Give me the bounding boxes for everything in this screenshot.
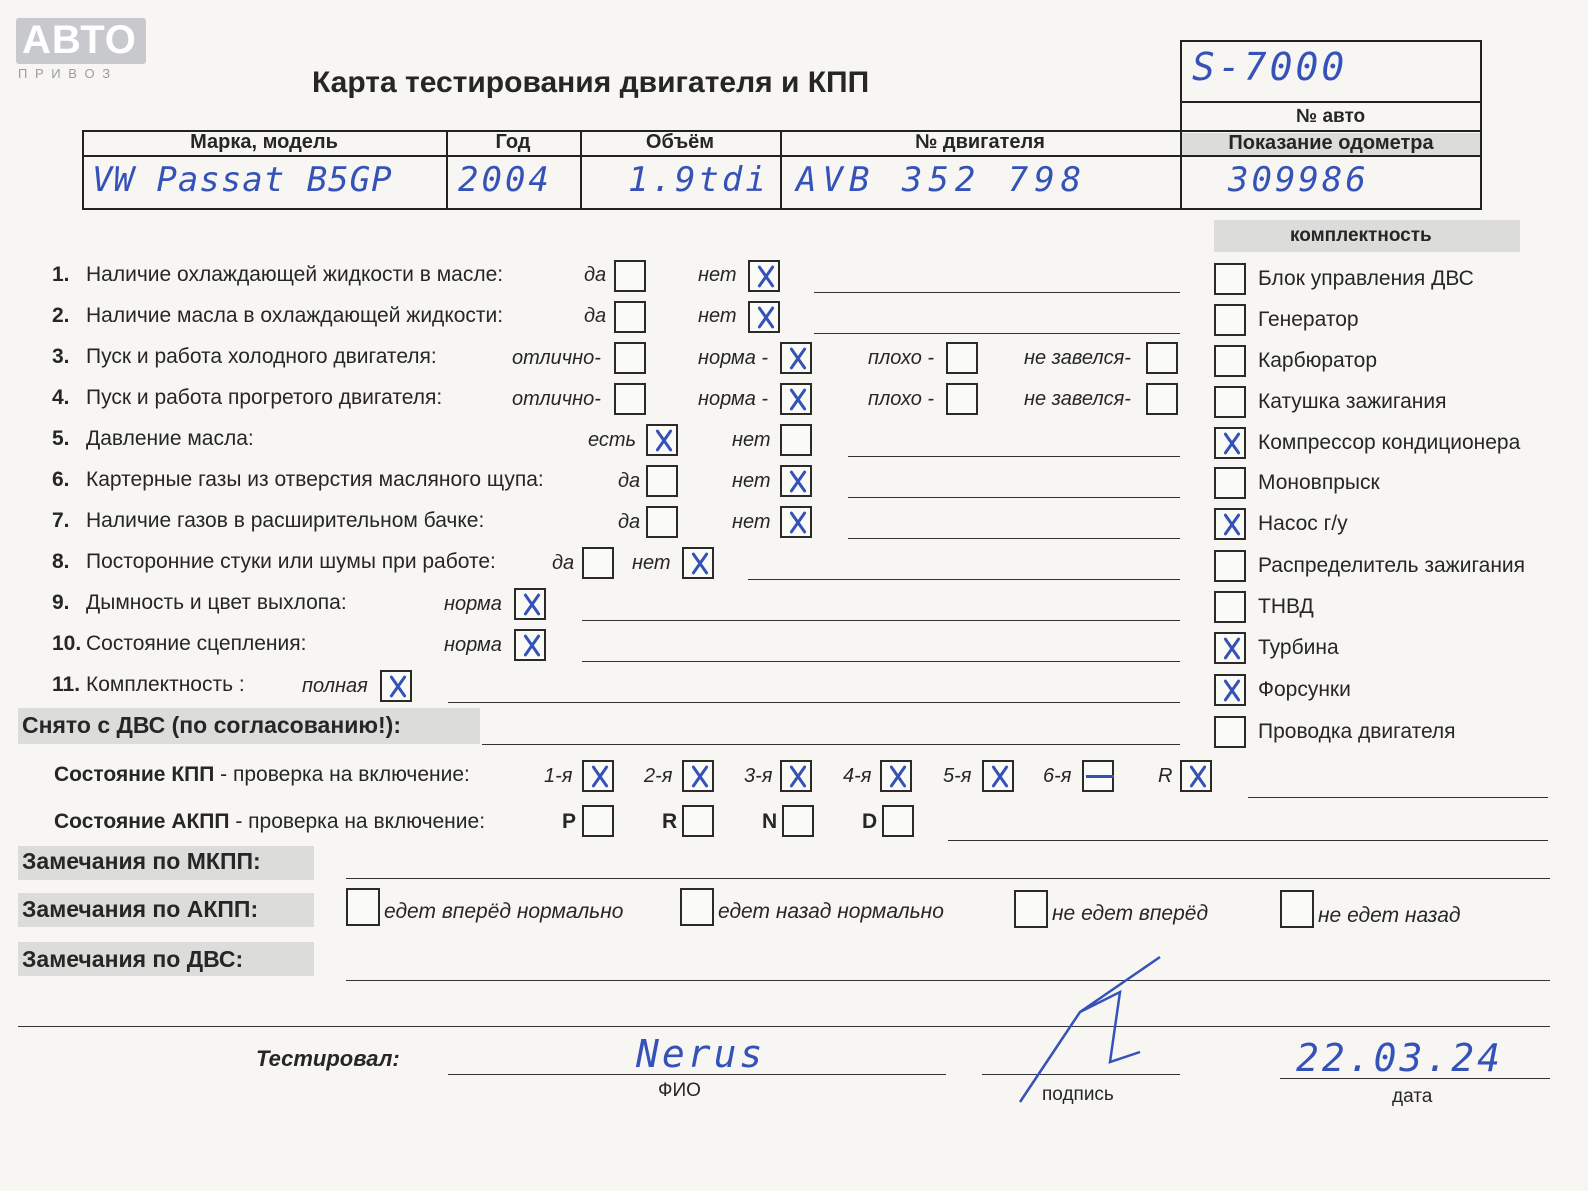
tester-name: Nerus xyxy=(636,1032,766,1076)
auto-number-value: S-7000 xyxy=(1192,45,1348,89)
kit-title: комплектность xyxy=(1290,225,1432,246)
check-10-label: Состояние сцепления: xyxy=(86,632,307,655)
check-2-yes-box[interactable] xyxy=(614,301,646,333)
mkpp-label: Состояние КПП - проверка на включение: xyxy=(54,763,470,786)
check-5-no-box[interactable] xyxy=(780,424,812,456)
kit-checkbox[interactable] xyxy=(1214,716,1246,748)
akpp-gear-label: P xyxy=(562,810,577,833)
akpp-no-forward-box[interactable] xyxy=(1014,890,1048,928)
akpp-no-backward-label: не едет назад xyxy=(1318,904,1461,927)
kit-item-label: Катушка зажигания xyxy=(1258,390,1447,413)
check-7-label: Наличие газов в расширительном бачке: xyxy=(86,509,485,532)
mkpp-gear-label: R xyxy=(1158,765,1173,787)
check-5-yes-box[interactable] xyxy=(646,424,678,456)
kit-checkbox[interactable] xyxy=(1214,304,1246,336)
mkpp-gear-label: 5-я xyxy=(943,765,972,787)
check-8-no-box[interactable] xyxy=(682,547,714,579)
kit-item-label: Насос г/у xyxy=(1258,512,1348,535)
mkpp-gear-label: 2-я xyxy=(644,765,673,787)
akpp-gear-box[interactable] xyxy=(782,805,814,837)
akpp-backward-ok-label: едет назад нормально xyxy=(718,900,944,923)
remarks-mkpp-label: Замечания по МКПП: xyxy=(22,848,261,874)
mkpp-gear-label: 4-я xyxy=(843,765,872,787)
brand-model-label: Марка, модель xyxy=(190,131,338,153)
mkpp-gear-box[interactable] xyxy=(582,760,614,792)
check-9-label: Дымность и цвет выхлопа: xyxy=(86,591,347,614)
kit-checkbox[interactable] xyxy=(1214,427,1246,459)
kit-item-label: ТНВД xyxy=(1258,595,1314,618)
kit-checkbox[interactable] xyxy=(1214,632,1246,664)
date-label: дата xyxy=(1392,1086,1433,1107)
kit-checkbox[interactable] xyxy=(1214,508,1246,540)
kit-item-label: Проводка двигателя xyxy=(1258,720,1456,743)
akpp-gear-label: N xyxy=(762,810,778,833)
akpp-no-backward-box[interactable] xyxy=(1280,890,1314,928)
check-6-no-box[interactable] xyxy=(780,465,812,497)
mkpp-gear-label: 6-я xyxy=(1043,765,1072,787)
kit-checkbox[interactable] xyxy=(1214,550,1246,582)
signature-label: подпись xyxy=(1042,1084,1114,1105)
odometer-value: 309986 xyxy=(1228,160,1369,200)
check-7-no-box[interactable] xyxy=(780,506,812,538)
akpp-gear-label: D xyxy=(862,810,878,833)
kit-item-label: Распределитель зажигания xyxy=(1258,554,1526,577)
akpp-gear-box[interactable] xyxy=(582,805,614,837)
fio-label: ФИО xyxy=(658,1080,701,1101)
check-4-excellent-box[interactable] xyxy=(614,383,646,415)
kit-checkbox[interactable] xyxy=(1214,467,1246,499)
kit-item-label: Блок управления ДВС xyxy=(1258,267,1474,290)
mkpp-gear-box[interactable] xyxy=(1082,760,1114,792)
akpp-backward-ok-box[interactable] xyxy=(680,888,714,926)
check-3-bad-box[interactable] xyxy=(946,342,978,374)
akpp-forward-ok-label: едет вперёд нормально xyxy=(384,900,624,923)
check-3-nostart-box[interactable] xyxy=(1146,342,1178,374)
akpp-gear-box[interactable] xyxy=(882,805,914,837)
check-2-no-box[interactable] xyxy=(748,301,780,333)
akpp-forward-ok-box[interactable] xyxy=(346,888,380,926)
removed-label: Снято с ДВС (по согласованию!): xyxy=(22,712,401,738)
check-11-label: Комплектность : xyxy=(86,673,245,696)
akpp-label: Состояние АКПП - проверка на включение: xyxy=(54,810,486,833)
kit-checkbox[interactable] xyxy=(1214,386,1246,418)
check-4-nostart-box[interactable] xyxy=(1146,383,1178,415)
check-7-yes-box[interactable] xyxy=(646,506,678,538)
check-5-label: Давление масла: xyxy=(86,427,254,450)
brand-model-value: VW Passat B5GP xyxy=(92,160,393,200)
mkpp-gear-box[interactable] xyxy=(1180,760,1212,792)
akpp-gear-box[interactable] xyxy=(682,805,714,837)
akpp-no-forward-label: не едет вперёд xyxy=(1052,902,1209,925)
tested-label: Тестировал: xyxy=(256,1046,400,1071)
check-8-label: Посторонние стуки или шумы при работе: xyxy=(86,550,496,573)
engine-label: № двигателя xyxy=(915,131,1045,153)
mkpp-gear-label: 3-я xyxy=(744,765,773,787)
kit-item-label: Форсунки xyxy=(1258,678,1351,701)
mkpp-gear-box[interactable] xyxy=(780,760,812,792)
kit-item-label: Моновпрыск xyxy=(1258,471,1380,494)
page-title: Карта тестирования двигателя и КПП xyxy=(312,66,870,99)
check-3-label: Пуск и работа холодного двигателя: xyxy=(86,345,437,368)
check-1-no-box[interactable] xyxy=(748,260,780,292)
check-3-normal-box[interactable] xyxy=(780,342,812,374)
kit-checkbox[interactable] xyxy=(1214,263,1246,295)
logo-sub: П Р И В О З xyxy=(18,66,113,81)
mkpp-gear-label: 1-я xyxy=(544,765,573,787)
mkpp-gear-box[interactable] xyxy=(880,760,912,792)
engine-value: AVB 352 798 xyxy=(796,160,1088,200)
check-6-label: Картерные газы из отверстия масляного щупа: xyxy=(86,468,544,491)
volume-value: 1.9tdi xyxy=(628,160,769,200)
mkpp-gear-box[interactable] xyxy=(682,760,714,792)
volume-label: Объём xyxy=(645,131,715,153)
check-4-bad-box[interactable] xyxy=(946,383,978,415)
kit-item-label: Компрессор кондиционера xyxy=(1258,431,1521,454)
kit-checkbox[interactable] xyxy=(1214,674,1246,706)
auto-number-label: № авто xyxy=(1296,106,1366,127)
kit-checkbox[interactable] xyxy=(1214,591,1246,623)
mkpp-gear-box[interactable] xyxy=(982,760,1014,792)
kit-checkbox[interactable] xyxy=(1214,345,1246,377)
check-1-yes-box[interactable] xyxy=(614,260,646,292)
remarks-dvs-label: Замечания по ДВС: xyxy=(22,946,244,972)
kit-item-label: Турбина xyxy=(1258,636,1339,659)
check-9-normal-box[interactable] xyxy=(514,588,546,620)
check-10-normal-box[interactable] xyxy=(514,629,546,661)
check-11-full-box[interactable] xyxy=(380,670,412,702)
check-1-label: Наличие охлаждающей жидкости в масле: xyxy=(86,263,504,286)
logo-brand: АВТО xyxy=(22,18,137,62)
check-4-label: Пуск и работа прогретого двигателя: xyxy=(86,386,443,409)
odometer-label: Показание одометра xyxy=(1228,132,1434,154)
check-8-yes-box[interactable] xyxy=(582,547,614,579)
akpp-gear-label: R xyxy=(662,810,678,833)
kit-item-label: Генератор xyxy=(1258,308,1359,331)
remarks-akpp-label: Замечания по АКПП: xyxy=(22,896,259,922)
year-value: 2004 xyxy=(458,160,552,200)
kit-item-label: Карбюратор xyxy=(1258,349,1378,372)
date-value: 22.03.24 xyxy=(1296,1036,1504,1080)
check-6-yes-box[interactable] xyxy=(646,465,678,497)
check-3-excellent-box[interactable] xyxy=(614,342,646,374)
check-2-label: Наличие масла в охлаждающей жидкости: xyxy=(86,304,504,327)
check-4-normal-box[interactable] xyxy=(780,383,812,415)
year-label: Год xyxy=(495,131,531,153)
